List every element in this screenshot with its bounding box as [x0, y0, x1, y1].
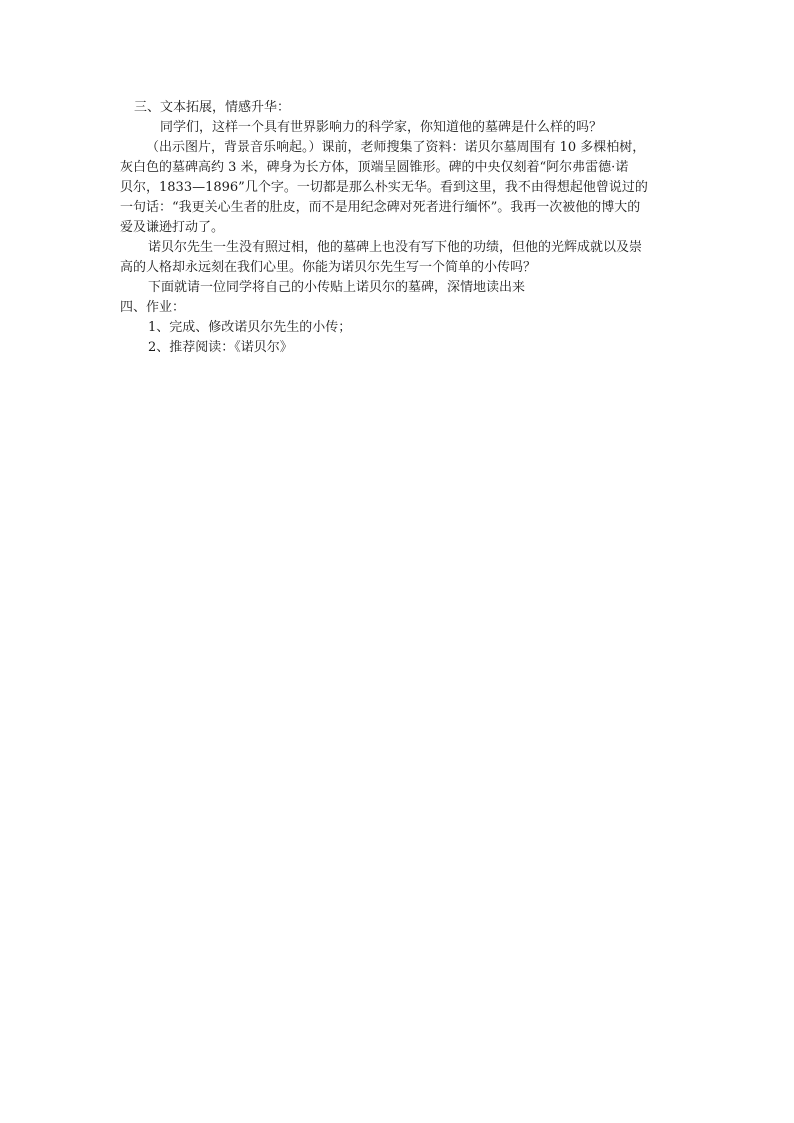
paragraph-line: 爱及谦逊打动了。 — [120, 220, 225, 235]
paragraph-line: 贝尔，1833—1896”几个字。一切都是那么朴实无华。看到这里，我不由得想起他曾说过的 — [120, 180, 648, 195]
homework-item: 2、推荐阅读：《诺贝尔》 — [148, 340, 293, 355]
section-3-paragraph-2 — [120, 238, 680, 278]
document-content — [120, 98, 680, 358]
section-3-paragraph-1 — [120, 138, 680, 238]
homework-item: 1、完成、修改诺贝尔先生的小传； — [148, 320, 352, 335]
paragraph-line: 诺贝尔先生一生没有照过相，他的墓碑上也没有写下他的功绩，但他的光辉成就以及崇 — [148, 240, 643, 255]
paragraph-line: 高的人格却永远刻在我们心里。你能为诺贝尔先生写一个简单的小传吗？ — [120, 260, 537, 275]
paragraph-line: 灰白色的墓碑高约 3 米，碑身为长方体，顶端呈圆锥形。碑的中央仅刻着“阿尔弗雷德·诺 — [120, 160, 629, 175]
section-3-question: 同学们，这样一个具有世界影响力的科学家，你知道他的墓碑是什么样的吗？ — [160, 120, 603, 135]
paragraph-line: 一句话：“我更关心生者的肚皮，而不是用纪念碑对死者进行缅怀”。我再一次被他的博大的 — [120, 200, 641, 215]
section-4-heading: 四、作业： — [120, 300, 186, 315]
paragraph-line: （出示图片，背景音乐响起。）课前，老师搜集了资料：诺贝尔墓周围有 10 多棵柏树， — [146, 140, 646, 155]
section-3-heading: 三、文本拓展，情感升华： — [134, 100, 291, 115]
section-3-paragraph-3: 下面就请一位同学将自己的小传贴上诺贝尔的墓碑，深情地读出来 — [148, 280, 526, 295]
